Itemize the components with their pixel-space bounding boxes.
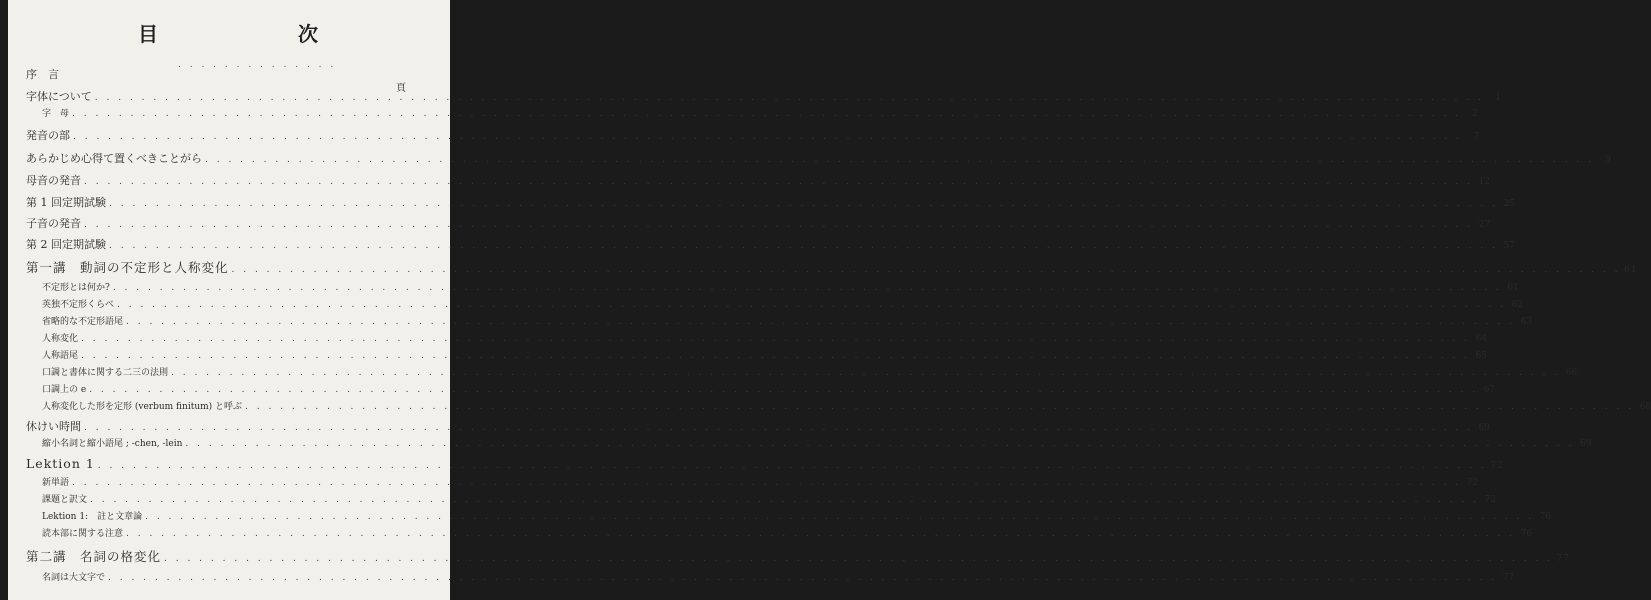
toc-entry-page: 9: [1605, 155, 1612, 165]
toc-entry-label: Lektion 1: 註と文章論: [42, 512, 143, 522]
toc-leader: [95, 93, 1484, 103]
toc-entry: [42, 297, 1524, 310]
toc-entry-page: 72: [1484, 495, 1497, 505]
toc-entry-page: 62: [1511, 300, 1524, 310]
toc-entry-page: 72: [1490, 461, 1504, 471]
toc-entry-lecture: [26, 258, 1638, 276]
toc-entry-label: 字 母: [42, 109, 70, 119]
toc-leader: [113, 283, 1502, 293]
toc-entry-label: 省略的な不定形語尾: [42, 317, 124, 327]
toc-entry-page: 76: [1520, 529, 1533, 539]
toc-entry: [26, 194, 1516, 210]
toc-entry-label: 口調上の e: [42, 385, 87, 395]
toc-entry-label: 縮小名詞と縮小語尾 ; -chen, -lein: [42, 439, 183, 449]
toc-entry: [42, 280, 1519, 293]
toc-entry-label: 新単語: [42, 478, 70, 488]
toc-entry-label: 第二講 名詞の格変化: [26, 549, 162, 564]
toc-entry: [42, 365, 1578, 378]
toc-entry: [42, 526, 1533, 539]
toc-title: 目 次: [138, 22, 378, 46]
toc-entry-page: 68: [1639, 402, 1651, 412]
toc-entry-page: 67: [1483, 385, 1496, 395]
toc-entry-page: 77: [1502, 573, 1515, 583]
toc-leader: [205, 155, 1594, 165]
toc-entry: [26, 66, 410, 82]
toc-entry-page: 69: [1579, 439, 1592, 449]
toc-entry: [26, 236, 1516, 252]
toc-leader: [126, 317, 1515, 327]
toc-entry: [42, 570, 1515, 583]
toc-leader: [81, 351, 1470, 361]
toc-entry: [42, 492, 1497, 505]
toc-entry: [42, 475, 1479, 488]
toc-leader: [145, 512, 1534, 522]
toc-entry-label: 人称語尾: [42, 351, 79, 361]
toc-entry-page: 63: [1520, 317, 1533, 327]
toc-entry: [42, 331, 1488, 344]
toc-leader: [108, 573, 1497, 583]
toc-entry-page: 76: [1539, 512, 1552, 522]
toc-entry-page: 77: [1556, 554, 1571, 564]
toc-entry-page: 72: [1466, 478, 1479, 488]
toc-entry-page: 27: [1478, 220, 1491, 230]
toc-entry: [26, 150, 1612, 166]
toc-leader: [72, 478, 1461, 488]
toc-entry-page: 69: [1478, 423, 1491, 433]
toc-entry-label: 第 2 回定期試験: [26, 238, 106, 251]
toc-entry: [26, 215, 1491, 231]
toc-entry-label: 口調と書体に関する二三の法則: [42, 368, 169, 378]
toc-entry: [26, 418, 1491, 434]
toc-entry-label: 第 1 回定期試験: [26, 196, 106, 209]
toc-entry-page: 61: [1624, 265, 1638, 275]
toc-leader: [72, 109, 1461, 119]
toc-entry: [26, 88, 1501, 104]
toc-entry-page: 7: [1473, 132, 1480, 142]
toc-entry: [42, 436, 1592, 449]
toc-leader: [84, 177, 1473, 187]
toc-page: [8, 0, 1651, 600]
toc-entry-page: 66: [1565, 368, 1578, 378]
toc-leader: [90, 495, 1479, 505]
toc-entry-label: Lektion 1: [26, 456, 95, 471]
toc-entry-label: 母音の発音: [26, 174, 81, 187]
toc-entry-label: 発音の部: [26, 129, 70, 142]
toc-entry-page: 64: [1475, 334, 1488, 344]
toc-leader: [73, 132, 1462, 142]
toc-entry: [42, 348, 1488, 361]
toc-entry-page: 61: [1507, 283, 1519, 293]
toc-entry-label: 英独不定形くらべ: [42, 300, 115, 310]
toc-entry-label: 人称変化: [42, 334, 79, 344]
toc-entry-label: あらかじめ心得て置くべきことがら: [26, 152, 202, 165]
toc-entry-label: 人称変化した形を定形 (verbum finitum) と呼ぶ: [42, 402, 243, 412]
toc-leader: [109, 199, 1498, 209]
toc-entry-label: 名詞は大文字で: [42, 573, 106, 583]
toc-leader: [245, 402, 1634, 412]
toc-entry: [42, 314, 1533, 327]
page-column-header: 頁: [396, 83, 406, 94]
toc-entry-label: 序 言: [26, 68, 59, 81]
toc-leader: [232, 265, 1621, 275]
toc-entry-label: 不定形とは何か?: [42, 283, 110, 293]
toc-entry-label: 子音の発音: [26, 217, 81, 230]
toc-entry-page: 1: [1495, 93, 1501, 103]
toc-entry-label: 課題と訳文: [42, 495, 88, 505]
toc-leader: [98, 461, 1487, 471]
toc-entry-lesson: [26, 456, 1504, 471]
toc-entry-label: 休けい時間: [26, 420, 81, 433]
toc-entry-label: 字体について: [26, 90, 92, 103]
toc-entry-label: 第一講 動詞の不定形と人称変化: [26, 260, 229, 275]
toc-entry: [42, 399, 1651, 412]
toc-entry: [26, 172, 1491, 188]
toc-leader: [84, 220, 1473, 230]
toc-entry-page: 57: [1503, 241, 1516, 251]
toc-leader: [109, 241, 1498, 251]
toc-entry-page: 25: [1503, 199, 1516, 209]
toc-leader: [126, 529, 1515, 539]
toc-entry-page: 2: [1472, 109, 1479, 119]
toc-entry-lecture: [26, 547, 1571, 565]
toc-entry-page: 12: [1478, 177, 1491, 187]
toc-entry: [42, 106, 1479, 119]
toc-entry: [26, 127, 1480, 143]
toc-leader: [185, 439, 1574, 449]
toc-leader: [171, 368, 1560, 378]
toc-entry-page: 65: [1475, 351, 1488, 361]
toc-leader: [117, 300, 1506, 310]
toc-leader: [164, 554, 1553, 564]
toc-entry: [42, 509, 1552, 522]
toc-leader: [84, 423, 1473, 433]
toc-leader: [89, 385, 1478, 395]
title-dotted-rule: . . . . . . . . . . . . . .: [178, 60, 337, 70]
toc-leader: [81, 334, 1470, 344]
toc-entry-label: 読本部に関する注意: [42, 529, 124, 539]
toc-entry: [42, 382, 1496, 395]
